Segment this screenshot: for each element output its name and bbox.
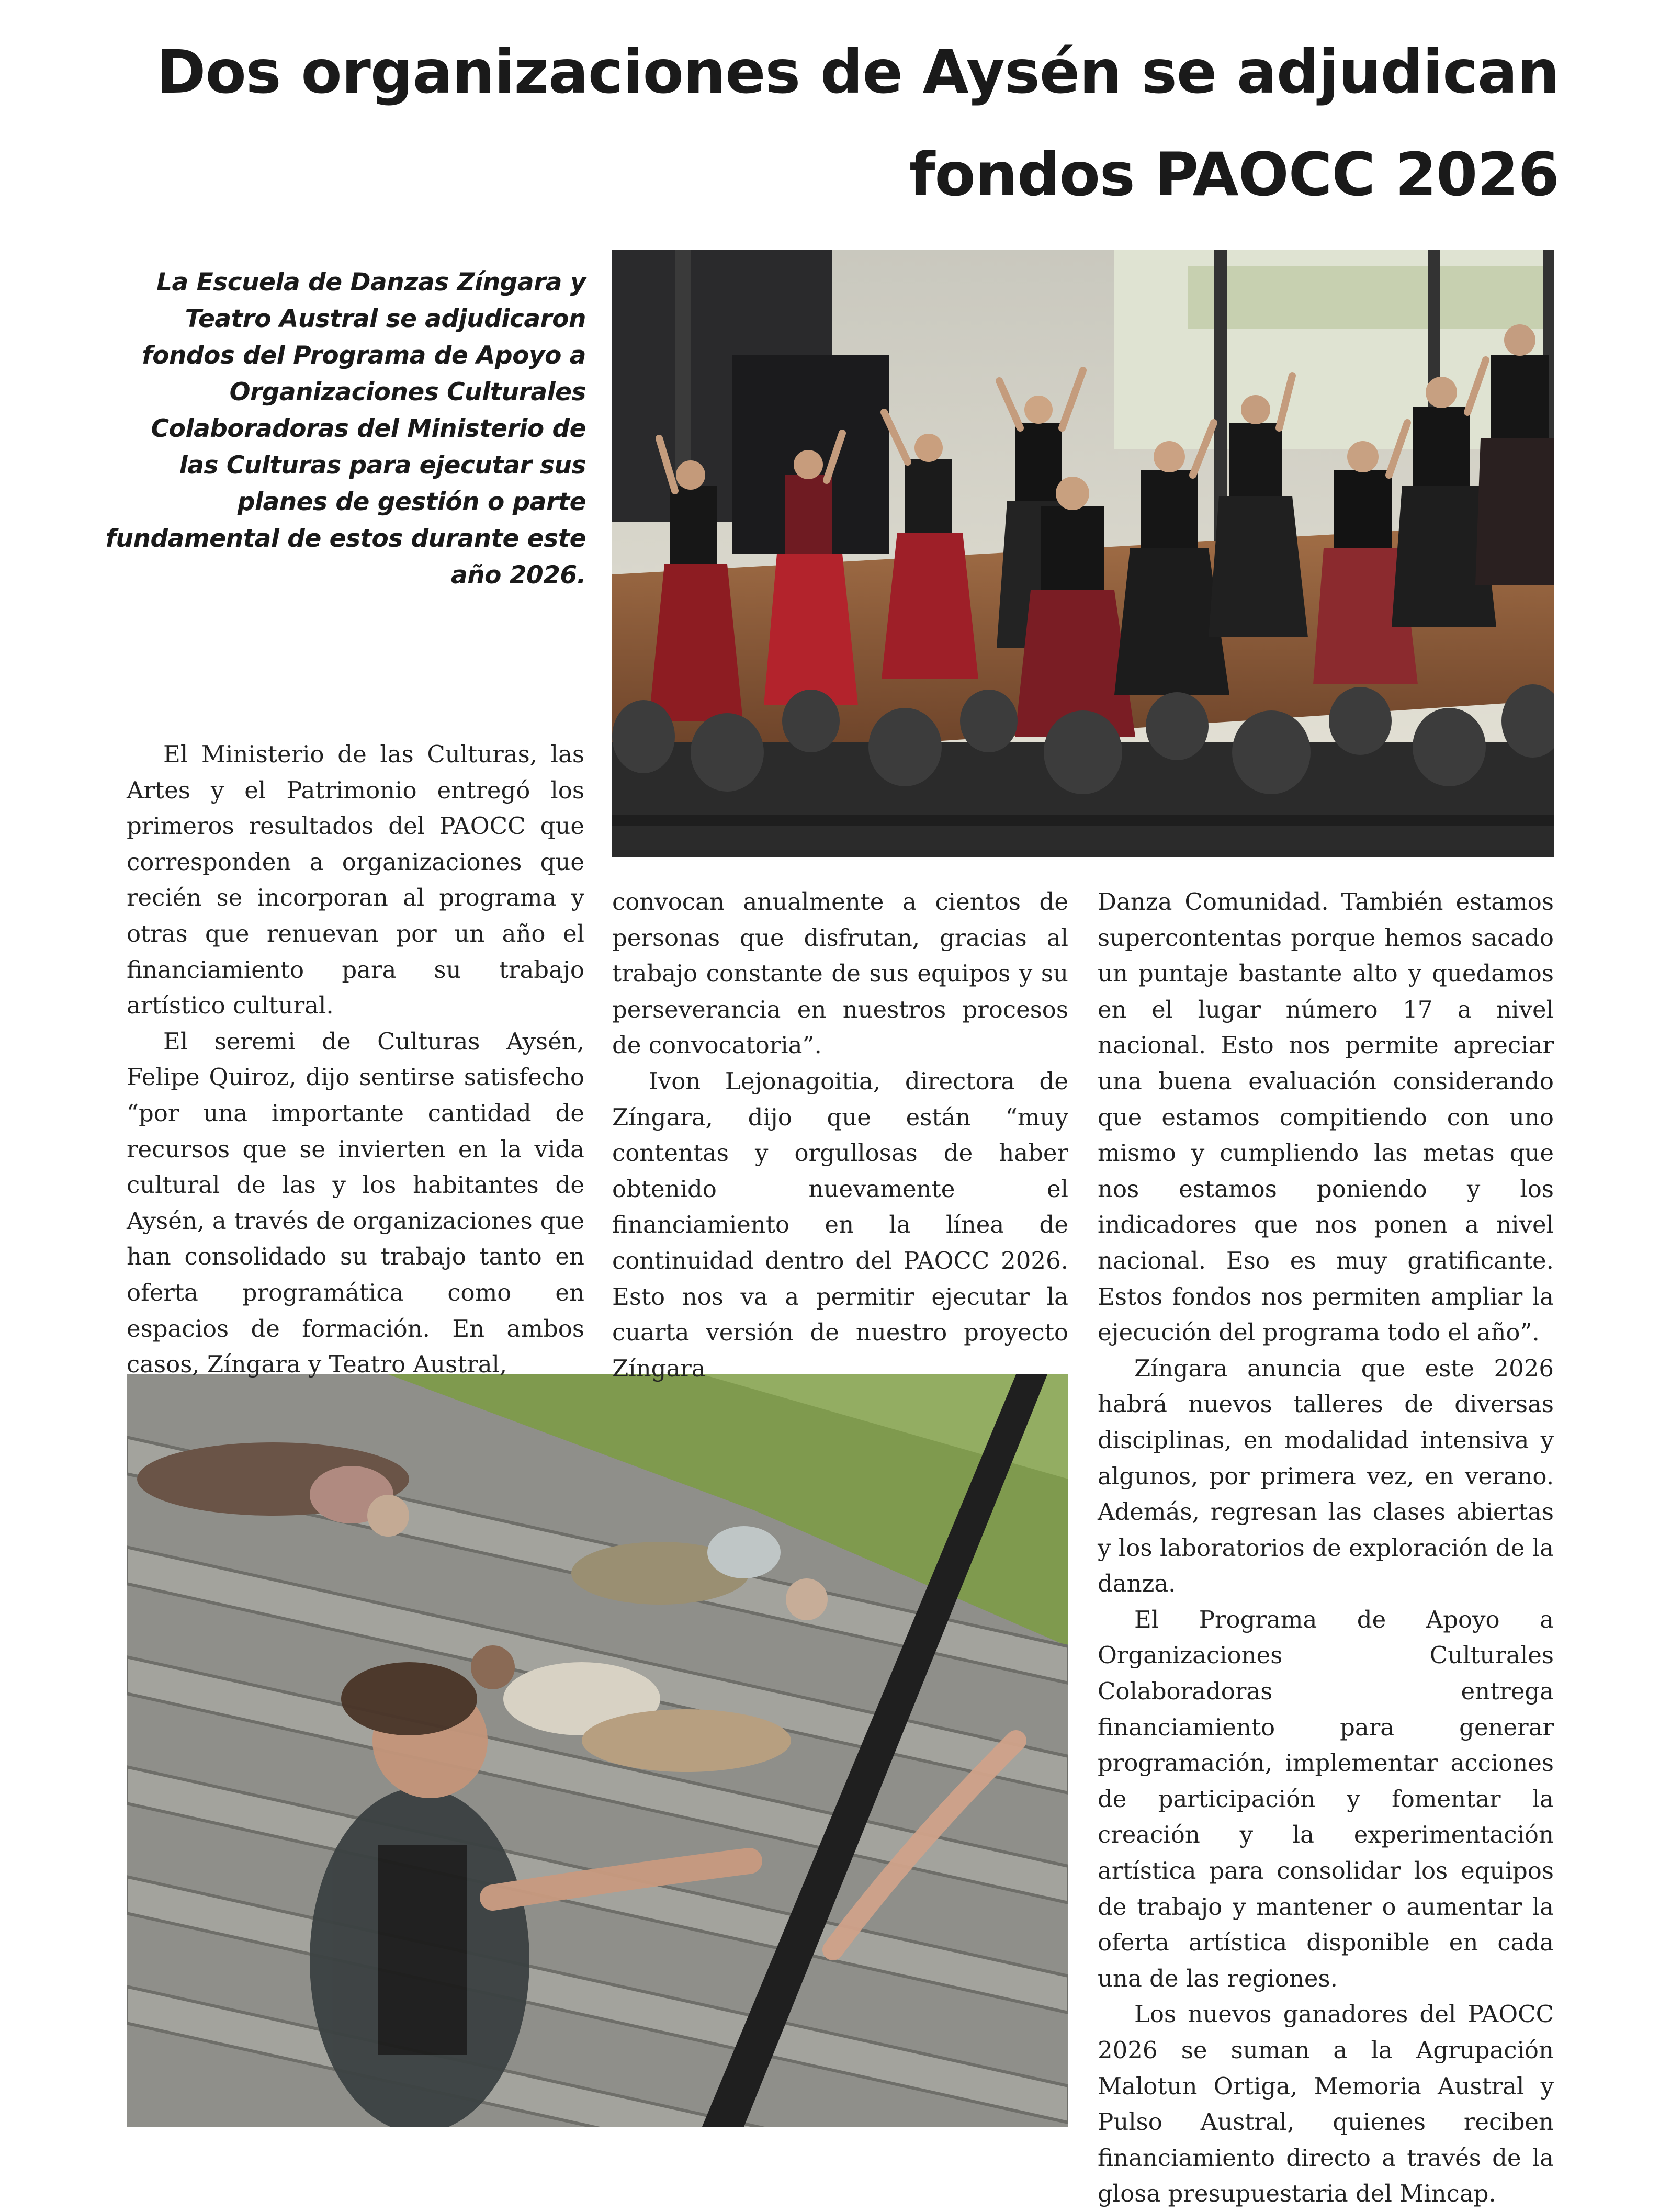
paragraph: El seremi de Culturas Aysén, Felipe Quiroz, dijo sentirse satisfecho “por una importante cantidad de recursos que se invierten en la vida cultural de las y los habitantes de Aysén, a través de organizaciones que han consolidado su trabajo tanto en oferta programática como en espacios de formación. En ambos casos, Zíngara y Teatro Austral, bbox=[127, 1027, 584, 1379]
paragraph: El Programa de Apoyo a Organizaciones Culturales Colaboradoras entrega financiamiento para generar programación, implementar acciones de participación y fomentar la creación y la experimentación artística para consolidar los equipos de trabajo y mantener o aumentar la oferta artística disponible en cada una de las regiones. bbox=[1098, 1605, 1554, 1992]
article-title bbox=[126, 21, 1559, 226]
theater-steps-photo bbox=[127, 1374, 1068, 2127]
title-line-1: Dos organizaciones de Aysén se adjudican bbox=[156, 37, 1559, 107]
article-column-2 bbox=[612, 884, 1068, 1386]
paragraph: Zíngara anuncia que este 2026 habrá nuevos talleres de diversas disciplinas, en modalidad intensiva y algunos, por primera vez, en verano. Además, regresan las clases abiertas y los laboratorios de exploración de la danza. bbox=[1098, 1354, 1554, 1598]
article-column-3 bbox=[1098, 884, 1554, 2212]
paragraph: Danza Comunidad. También estamos supercontentas porque hemos sacado un puntaje bastante alto y quedamos en el lugar número 17 a nivel nacional. Esto nos permite apreciar una buena evaluación considerando que estamos compitiendo con uno mismo y cumpliendo las metas que nos estamos poniendo y los indicadores que nos ponen a nivel nacional. Eso es muy gratificante. Estos fondos nos permiten ampliar la ejecución del programa todo el año”. bbox=[1098, 888, 1554, 1347]
paragraph: Ivon Lejonagoitia, directora de Zíngara, dijo que están “muy contentas y orgullosas de haber obtenido nuevamente el financiamiento en la línea de continuidad dentro del PAOCC 2026. Esto nos va a permitir ejecutar la cuarta versión de nuestro proyecto Zíngara bbox=[612, 1067, 1068, 1382]
article-lead: La Escuela de Danzas Zíngara y Teatro Austral se adjudicaron fondos del Programa de Apoyo a Organizaciones Culturales Colaboradoras del Ministerio de las Culturas para ejecutar sus planes de gestión o parte fundamental de estos durante este año 2026. bbox=[105, 268, 586, 590]
paragraph: El Ministerio de las Culturas, las Artes y el Patrimonio entregó los primeros resultados del PAOCC que corresponden a organizaciones que recién se incorporan al programa y otras que renuevan por un año el financiamiento para su trabajo artístico cultural. bbox=[127, 740, 584, 1020]
paragraph: convocan anualmente a cientos de personas que disfrutan, gracias al trabajo constante de sus equipos y su perseverancia en nuestros procesos de convocatoria”. bbox=[612, 888, 1068, 1059]
paragraph: Los nuevos ganadores del PAOCC 2026 se suman a la Agrupación Malotun Ortiga, Memoria Austral y Pulso Austral, quienes reciben financiamiento directo a través de la glosa presupuestaria del Mincap. bbox=[1098, 2000, 1554, 2208]
title-line-2: fondos PAOCC 2026 bbox=[909, 140, 1559, 209]
article-column-1 bbox=[127, 737, 584, 1383]
dance-performance-photo bbox=[612, 250, 1554, 857]
